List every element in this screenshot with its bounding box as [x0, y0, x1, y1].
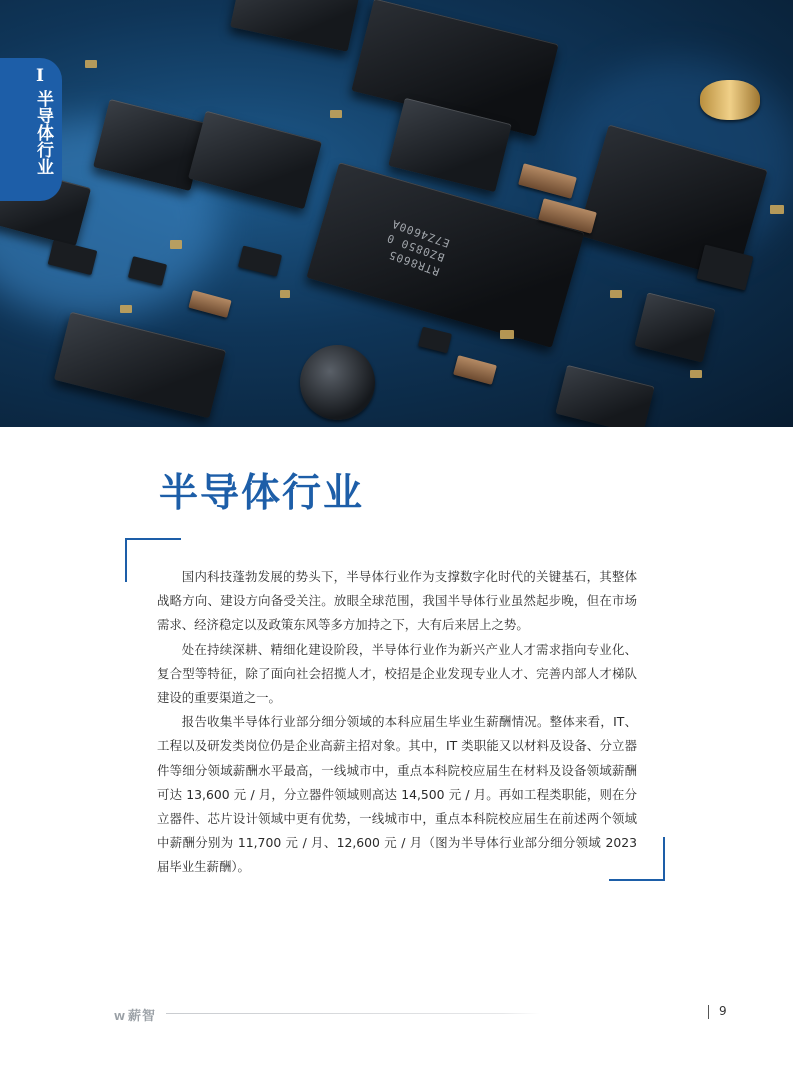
hero-pad — [170, 240, 182, 249]
hero-pad — [280, 290, 290, 298]
hero-chip — [555, 365, 654, 427]
hero-pad — [330, 110, 342, 118]
hero-capacitor — [300, 345, 375, 420]
hero-component — [697, 244, 754, 290]
bracket-bottom-right — [663, 837, 665, 881]
page-number-separator — [708, 1005, 709, 1019]
hero-chip-marking: RTR8605 BZ0850 0 E7Z4600A — [384, 216, 452, 279]
hero-component — [238, 245, 282, 276]
hero-resistor — [188, 290, 231, 318]
paragraph: 处在持续深耕、精细化建设阶段，半导体行业作为新兴产业人才需求指向专业化、复合型等特征，除了面向社会招揽人才，校招是企业发现专业人才、完善内部人才梯队建设的重要渠道之一。 — [157, 641, 637, 706]
chapter-tab-title: 半导体行业 — [33, 90, 53, 175]
hero-pad — [610, 290, 622, 298]
logo-text: 薪智 — [128, 1009, 157, 1024]
paragraph: 报告收集半导体行业部分细分领域的本科应届生毕业生薪酬情况。整体来看，IT、工程以及研发类岗位仍是企业高薪主招对象。其中，IT 类职能又以材料及设备、分立器件等细分领域薪酬水平最高，一线城市中，重点本科院校应届生在材料及设备领域薪酬可达 13,600 元 / 月，分立器件领域则高达 14,500 元 / 月。再如工程类职能，则在分立器件、芯片设计领域中更有优势，一线城市中，重点本科院校应届生在前述两个领域中薪酬分别为 11,700 元 / 月、12,600 元 / 月（图为半导体行业部分细分领域 2023 届毕业生薪酬）。 — [157, 714, 637, 875]
hero-gold-component — [700, 80, 760, 120]
hero-circuit-board-image — [0, 0, 793, 427]
paragraph: 国内科技蓬勃发展的势头下，半导体行业作为支撑数字化时代的关键基石，其整体战略方向、建设方向备受关注。放眼全球范围，我国半导体行业虽然起步晚，但在市场需求、经济稳定以及政策东风等多方加持之下，大有后来居上之势。 — [157, 569, 637, 633]
footer-divider — [166, 1013, 540, 1014]
hero-pad — [690, 370, 702, 378]
hero-chip — [230, 0, 360, 52]
footer-logo — [114, 1005, 156, 1024]
hero-chip — [634, 292, 715, 362]
chapter-numeral: I — [36, 66, 44, 86]
hero-component — [418, 327, 452, 354]
hero-pad — [770, 205, 784, 214]
page-number: 9 — [719, 1004, 727, 1018]
logo-mark-icon: W — [114, 1012, 127, 1023]
bracket-top-left — [125, 538, 127, 582]
hero-resistor — [453, 355, 497, 385]
hero-chip — [54, 312, 226, 419]
hero-pad — [85, 60, 97, 68]
hero-pad — [120, 305, 132, 313]
hero-pad — [500, 330, 514, 339]
page-title: 半导体行业 — [159, 471, 365, 516]
body-text — [157, 565, 637, 880]
bracket-top-left — [125, 538, 181, 540]
